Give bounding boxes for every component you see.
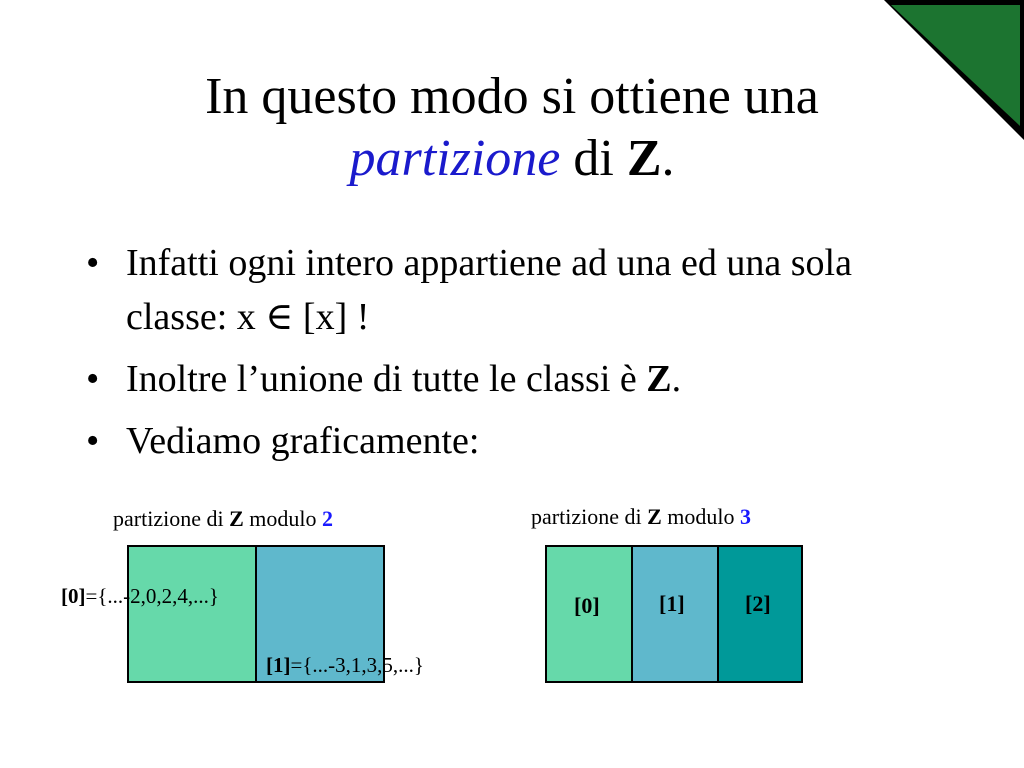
bullet-text-post: . — [671, 358, 682, 400]
title-line1: In questo modo si ottiene una — [205, 68, 819, 125]
mod3-class1-label: [1] — [659, 591, 685, 616]
bullet-set: Z — [646, 358, 672, 400]
mod3-caption — [531, 504, 751, 530]
mod2-caption-set: Z — [229, 506, 244, 531]
mod3-class2-label: [2] — [745, 591, 771, 616]
mod2-class1-label — [266, 653, 424, 678]
mod2-class0-region — [129, 547, 257, 681]
mod2-class1-set: ={...-3,1,3,5,...} — [290, 653, 424, 677]
bullet-text: Infatti ogni intero appartiene ad una ed una sola classe: x ∈ [x] ! — [126, 242, 852, 338]
bullet-text: Vediamo graficamente: — [126, 420, 480, 462]
mod3-class0-label: [0] — [574, 593, 600, 618]
bullet-dot: • — [86, 358, 100, 400]
mod2-caption-mid: modulo — [243, 506, 322, 531]
mod2-caption-pre: partizione di — [113, 506, 230, 531]
mod3-caption-set: Z — [647, 504, 662, 529]
mod2-class0-name: [0] — [61, 584, 86, 608]
bullet-text-pre: Inoltre l’unione di tutte le classi è — [126, 358, 647, 400]
bullet-list — [86, 236, 946, 476]
mod2-caption-number: 2 — [322, 506, 333, 531]
title-emph-word: partizione — [349, 130, 561, 187]
bullet-dot: • — [86, 420, 100, 462]
bullet-item — [86, 236, 946, 344]
mod2-class1-name: [1] — [266, 653, 291, 677]
title-period: . — [661, 130, 675, 187]
mod3-caption-number: 3 — [740, 504, 751, 529]
mod2-caption — [113, 506, 333, 532]
bullet-dot: • — [86, 242, 100, 284]
bullet-item — [86, 352, 946, 406]
title-di: di — [560, 130, 627, 187]
bullet-item — [86, 414, 946, 468]
mod3-caption-pre: partizione di — [531, 504, 648, 529]
title-set: Z — [626, 130, 662, 187]
mod3-caption-mid: modulo — [661, 504, 740, 529]
mod2-class0-label — [61, 584, 219, 609]
slide-title — [0, 66, 1024, 190]
mod2-class0-set: ={...-2,0,2,4,...} — [85, 584, 219, 608]
